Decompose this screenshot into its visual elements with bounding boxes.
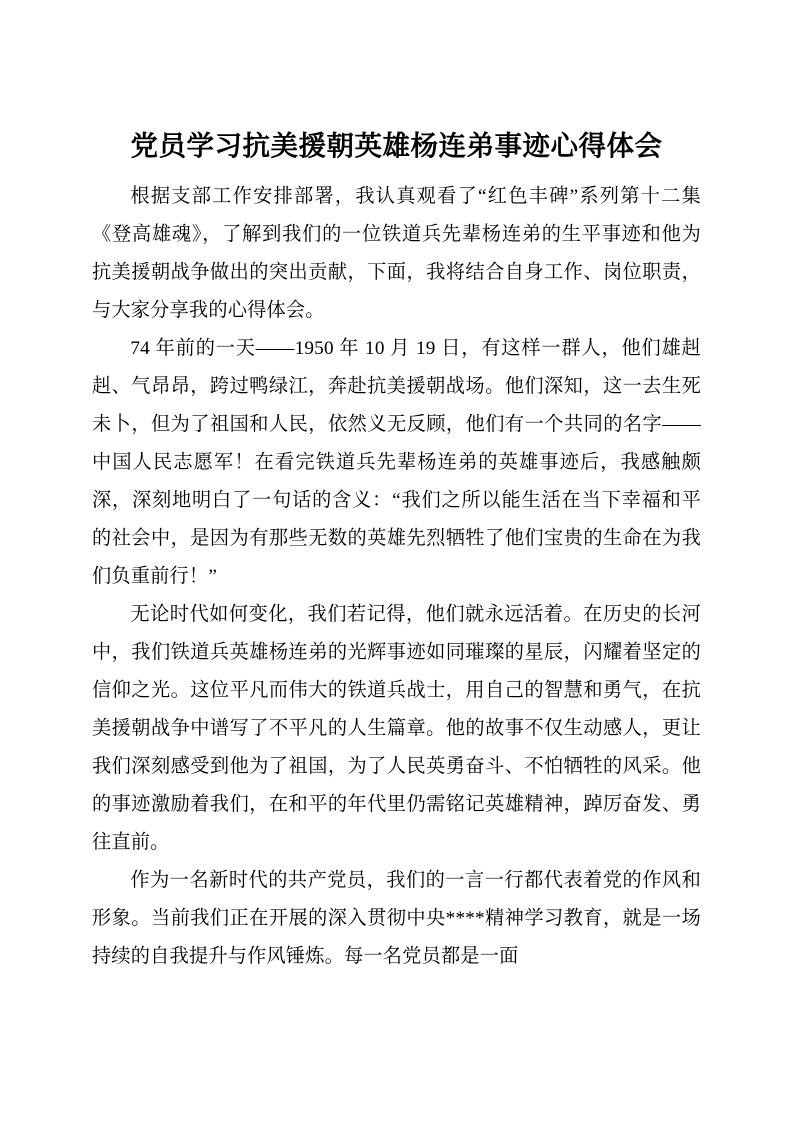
paragraph: 74 年前的一天——1950 年 10 月 19 日，有这样一群人，他们雄赳赳、气昂昂，跨过鸭绿江，奔赴抗美援朝战场。他们深知，这一去生死未卜，但为了祖国和人民，依然义无反顾，他们有一个共同的名字——中国人民志愿军！在看完铁道兵先辈杨连弟的英雄事迹后，我感触颇深，深刻地明白了一句话的含义：“我们之所以能生活在当下幸福和平的社会中，是因为有那些无数的英雄先烈牺牲了他们宝贵的生命在为我们负重前行！” [92,337,701,587]
document-body [92,178,701,976]
paragraph: 无论时代如何变化，我们若记得，他们就永远活着。在历史的长河中，我们铁道兵英雄杨连弟的光辉事迹如同璀璨的星辰，闪耀着坚定的信仰之光。这位平凡而伟大的铁道兵战士，用自己的智慧和勇气，在抗美援朝战争中谱写了不平凡的人生篇章。他的故事不仅生动感人，更让我们深刻感受到他为了祖国，为了人民英勇奋斗、不怕牺牲的风采。他的事迹激励着我们，在和平的年代里仍需铭记英雄精神，踔厉奋发、勇往直前。 [92,603,701,853]
page-title: 党员学习抗美援朝英雄杨连弟事迹心得体会 [130,130,663,161]
paragraph: 作为一名新时代的共产党员，我们的一言一行都代表着党的作风和形象。当前我们正在开展的深入贯彻中央****精神学习教育，就是一场持续的自我提升与作风锤炼。每一名党员都是一面 [92,869,701,967]
paragraph: 根据支部工作安排部署，我认真观看了“红色丰碑”系列第十二集《登高雄魂》，了解到我们的一位铁道兵先辈杨连弟的生平事迹和他为抗美援朝战争做出的突出贡献，下面，我将结合自身工作、岗位职责，与大家分享我的心得体会。 [92,185,701,321]
